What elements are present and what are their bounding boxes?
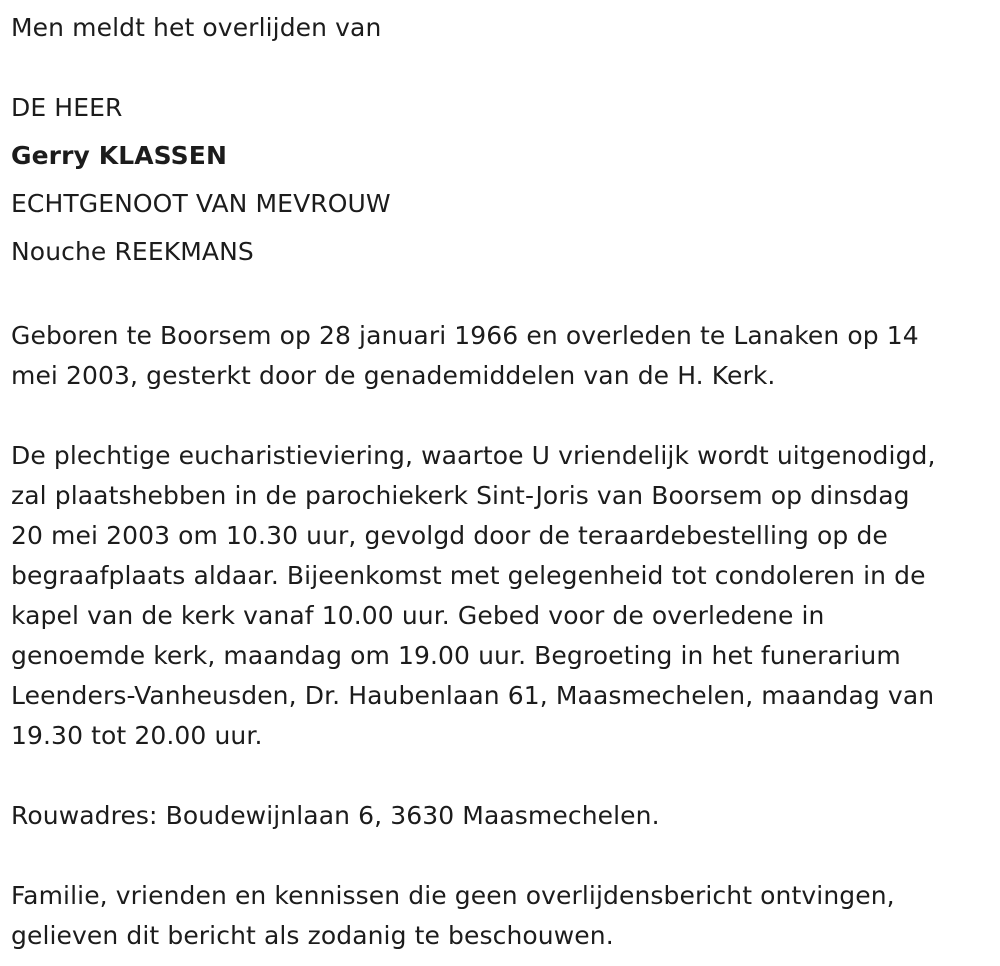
death-notice [11,4,996,956]
ceremony-paragraph [11,436,996,756]
paragraph-line: Geboren te Boorsem op 28 januari 1966 en overleden te Lanaken op 14 [11,321,919,350]
paragraph-line: Leenders-Vanheusden, Dr. Haubenlaan 61, Maasmechelen, maandag van [11,681,935,710]
paragraph-line: begraafplaats aldaar. Bijeenkomst met gelegenheid tot condoleren in de [11,561,926,590]
mourning-address: Rouwadres: Boudewijnlaan 6, 3630 Maasmechelen. [11,801,660,830]
address-paragraph [11,796,996,836]
paragraph-line: Familie, vrienden en kennissen die geen overlijdensbericht ontvingen, [11,881,895,910]
paragraph-line: mei 2003, gesterkt door de genademiddelen van de H. Kerk. [11,361,776,390]
deceased-name: Gerry KLASSEN [11,141,227,170]
closing-paragraph [11,876,996,956]
spouse-name: Nouche REEKMANS [11,237,254,266]
paragraph-line: De plechtige eucharistieviering, waartoe U vriendelijk wordt uitgenodigd, [11,441,936,470]
paragraph-line: 19.30 tot 20.00 uur. [11,721,263,750]
paragraph-line: zal plaatshebben in de parochiekerk Sint-Joris van Boorsem op dinsdag [11,481,910,510]
intro-text: Men meldt het overlijden van [11,13,382,42]
paragraph-line: 20 mei 2003 om 10.30 uur, gevolgd door de teraardebestelling op de [11,521,888,550]
spouse-label: ECHTGENOOT VAN MEVROUW [11,189,391,218]
paragraph-line: gelieven dit bericht als zodanig te beschouwen. [11,921,614,950]
honorific: DE HEER [11,93,123,122]
paragraph-line: genoemde kerk, maandag om 19.00 uur. Begroeting in het funerarium [11,641,901,670]
paragraph-line: kapel van de kerk vanaf 10.00 uur. Gebed voor de overledene in [11,601,825,630]
birth-death-paragraph [11,316,996,396]
